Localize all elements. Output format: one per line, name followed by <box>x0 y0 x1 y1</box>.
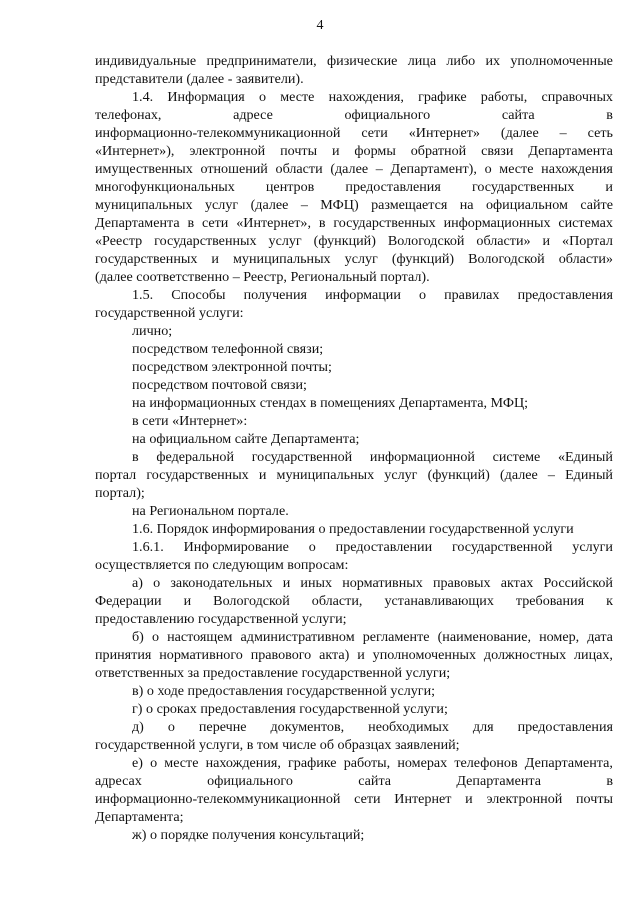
word: электронной <box>486 791 563 807</box>
text-line: портал); <box>95 485 145 501</box>
word: Единый <box>565 467 613 483</box>
word: Федерации <box>95 593 162 609</box>
word: телефонах, <box>95 107 162 123</box>
word: для <box>472 719 494 735</box>
word: официального <box>207 773 293 789</box>
word: о <box>151 629 160 645</box>
text-line: ответственных за предоставление государственной услуги; <box>95 665 451 681</box>
text-line <box>95 592 613 610</box>
text-line <box>95 52 613 70</box>
text-line: на Региональном портале. <box>132 503 289 519</box>
word: индивидуальные <box>95 53 197 69</box>
word: о <box>484 161 492 177</box>
word: настоящем <box>167 629 233 645</box>
word: сайте <box>580 197 613 213</box>
word: (наименование, <box>437 629 531 645</box>
word: услуги <box>572 539 613 555</box>
word: нормативных <box>342 575 423 591</box>
word: 1.6.1. <box>132 539 164 555</box>
page-number: 4 <box>316 18 324 33</box>
word: на <box>459 197 474 213</box>
text-line: г) о сроках предоставления государственной услуги; <box>132 701 448 717</box>
word: «Интернет» <box>408 125 480 141</box>
word: почты <box>576 791 613 807</box>
word: «Реестр <box>95 233 143 249</box>
word: сети <box>354 791 381 807</box>
word: Департамента <box>95 215 180 231</box>
word: информационно-телекоммуникационной <box>95 125 341 141</box>
word: услуг <box>268 233 302 249</box>
text-line <box>95 466 613 484</box>
word: услуг <box>344 251 378 267</box>
word: месте <box>499 161 534 177</box>
word: и <box>211 251 219 267</box>
word: графике <box>288 755 337 771</box>
word: информационных <box>443 215 551 231</box>
word: о <box>418 287 427 303</box>
word: либо <box>446 53 476 69</box>
word: правилах <box>444 287 500 303</box>
word: – <box>300 197 308 213</box>
word: нормативного <box>159 647 243 663</box>
word: правового <box>250 647 312 663</box>
word: (далее <box>499 467 538 483</box>
word: многофункциональных <box>95 179 235 195</box>
word: требования <box>515 593 585 609</box>
word: телефонов <box>454 755 518 771</box>
text-line: в) о ходе предоставления государственной услуги; <box>132 683 436 699</box>
word: сеть <box>587 125 613 141</box>
text-line: Департамента; <box>95 809 184 825</box>
text-line <box>95 88 613 106</box>
word: д) <box>132 719 144 735</box>
word: государственных <box>471 179 575 195</box>
word: административном <box>240 629 355 645</box>
word: их <box>485 53 501 69</box>
word: портал <box>95 467 137 483</box>
word: адресах <box>95 773 142 789</box>
word: муниципальных <box>95 197 193 213</box>
word: Информирование <box>183 539 289 555</box>
word: информации <box>325 287 401 303</box>
word: уполномоченных <box>372 647 477 663</box>
word: «Единый <box>558 449 613 465</box>
word: месте <box>280 89 315 105</box>
word: официального <box>344 107 431 123</box>
word: государственных <box>95 251 198 267</box>
word: предоставления <box>345 179 441 195</box>
word: Департамент), <box>390 161 477 177</box>
text-line: посредством телефонной связи; <box>132 341 324 357</box>
word: области» <box>476 233 531 249</box>
text-line <box>95 718 613 736</box>
word: необходимых <box>368 719 449 735</box>
word: области <box>275 161 323 177</box>
text-line <box>95 790 613 808</box>
word: (далее <box>500 125 539 141</box>
word: Департамента, <box>524 755 613 771</box>
word: работы, <box>343 755 391 771</box>
word: лица <box>407 53 437 69</box>
text-line <box>95 772 613 790</box>
word: федеральной <box>156 449 235 465</box>
word: нахождения <box>541 161 613 177</box>
word: «Интернет»), <box>95 143 175 159</box>
text-line <box>95 124 613 142</box>
word: регламенте <box>362 629 430 645</box>
word: в <box>606 107 613 123</box>
word: Информация <box>167 89 245 105</box>
text-line <box>95 574 613 592</box>
text-line: государственной услуги: <box>95 305 244 321</box>
word: «Интернет», <box>236 215 311 231</box>
text-line <box>95 178 613 196</box>
word: о <box>308 539 316 555</box>
text-line <box>95 754 613 772</box>
word: Департамента <box>528 143 613 159</box>
text-line <box>95 286 613 304</box>
word: о <box>258 89 266 105</box>
word: должностных <box>483 647 567 663</box>
word: нахождения, <box>205 755 281 771</box>
word: и <box>465 791 473 807</box>
word: официальном <box>486 197 568 213</box>
text-line: ж) о порядке получения консультаций; <box>132 827 365 843</box>
word: номерах <box>397 755 448 771</box>
word: системах <box>558 215 613 231</box>
word: актах <box>500 575 534 591</box>
text-line: в сети «Интернет»: <box>132 413 248 429</box>
word: обратной <box>410 143 467 159</box>
word: Российской <box>543 575 613 591</box>
word: информационно-телекоммуникационной <box>95 791 341 807</box>
word: (далее <box>330 161 369 177</box>
word: и <box>357 647 365 663</box>
word: сайта <box>501 107 535 123</box>
text-line <box>95 448 613 466</box>
word: предоставлении <box>335 539 433 555</box>
word: е) <box>132 755 143 771</box>
word: центров <box>265 179 315 195</box>
word: в <box>606 773 613 789</box>
word: устанавливающих <box>384 593 494 609</box>
word: физические <box>327 53 398 69</box>
word: размещается <box>371 197 448 213</box>
word: области, <box>311 593 363 609</box>
text-line <box>95 214 613 232</box>
word: предоставления <box>517 287 613 303</box>
word: правовых <box>432 575 491 591</box>
word: МФЦ) <box>320 197 359 213</box>
text-line: 1.6. Порядок информирования о предоставлении государственной услуги <box>132 521 574 537</box>
word: сети <box>361 125 388 141</box>
word: документов, <box>270 719 345 735</box>
word: и <box>542 233 551 249</box>
text-line: на официальном сайте Департамента; <box>132 431 360 447</box>
word: услуг <box>384 467 418 483</box>
word: Способы <box>171 287 226 303</box>
word: Вологодской <box>468 251 545 267</box>
word: иных <box>300 575 333 591</box>
text-line: на информационных стендах в помещениях Департамента, МФЦ; <box>132 395 529 411</box>
word: справочных <box>541 89 613 105</box>
text-line: посредством электронной почты; <box>132 359 332 375</box>
word: государственной <box>251 449 353 465</box>
word: почты <box>280 143 318 159</box>
word: б) <box>132 629 144 645</box>
word: Вологодской <box>213 593 290 609</box>
word: адресе <box>233 107 273 123</box>
word: работы, <box>480 89 528 105</box>
word: и <box>282 575 291 591</box>
word: государственной <box>451 539 553 555</box>
word: номер, <box>539 629 580 645</box>
word: в <box>318 215 326 231</box>
word: о <box>167 719 175 735</box>
document-body <box>95 52 613 844</box>
text-line: государственной услуги, в том числе об образцах заявлений; <box>95 737 460 753</box>
word: и <box>183 593 192 609</box>
word: перечне <box>198 719 247 735</box>
word: (далее <box>250 197 289 213</box>
word: сети <box>201 215 229 231</box>
text-line: лично; <box>132 323 173 339</box>
text-line: предоставлению государственной услуги; <box>95 611 347 627</box>
word: 1.4. <box>132 89 154 105</box>
word: информационной <box>369 449 475 465</box>
word: связи <box>481 143 514 159</box>
word: законодательных <box>170 575 273 591</box>
word: государственных <box>333 215 436 231</box>
word: дата <box>587 629 613 645</box>
word: акта) <box>319 647 350 663</box>
word: предприниматели, <box>206 53 317 69</box>
word: месте <box>164 755 199 771</box>
word: уполномоченные <box>510 53 613 69</box>
word: государственных <box>146 467 249 483</box>
word: нахождения, <box>328 89 404 105</box>
word: лицах, <box>574 647 613 663</box>
word: – <box>547 467 555 483</box>
text-line <box>95 538 613 556</box>
word: получения <box>243 287 307 303</box>
word: и <box>258 467 267 483</box>
word: в <box>187 215 195 231</box>
word: 1.5. <box>132 287 154 303</box>
word: области» <box>558 251 613 267</box>
text-line <box>95 142 613 160</box>
word: государственных <box>154 233 257 249</box>
word: услуг <box>205 197 239 213</box>
word: Департамента <box>456 773 541 789</box>
text-line <box>95 628 613 646</box>
word: и <box>605 179 613 195</box>
text-line <box>95 160 613 178</box>
word: и <box>331 143 340 159</box>
word: к <box>606 593 613 609</box>
word: предоставления <box>517 719 613 735</box>
word: – <box>559 125 567 141</box>
word: графике <box>418 89 467 105</box>
word: в <box>132 449 139 465</box>
word: о <box>150 755 158 771</box>
word: (функций) <box>313 233 376 249</box>
text-line: представители (далее - заявители). <box>95 71 304 87</box>
word: принятия <box>95 647 152 663</box>
word: (функций) <box>391 251 455 267</box>
text-line <box>95 646 613 664</box>
word: электронной <box>189 143 266 159</box>
text-line <box>95 232 613 250</box>
word: а) <box>132 575 143 591</box>
word: (функций) <box>427 467 490 483</box>
word: – <box>375 161 383 177</box>
word: «Портал <box>562 233 613 249</box>
word: формы <box>354 143 396 159</box>
word: сайта <box>358 773 392 789</box>
text-line <box>95 106 613 124</box>
word: о <box>153 575 161 591</box>
word: системе <box>492 449 541 465</box>
word: Интернет <box>394 791 452 807</box>
word: муниципальных <box>276 467 375 483</box>
word: муниципальных <box>233 251 331 267</box>
text-line <box>95 196 613 214</box>
word: имущественных <box>95 161 193 177</box>
text-line: (далее соответственно – Реестр, Региональный портал). <box>95 269 430 285</box>
text-line <box>95 250 613 268</box>
word: Вологодской <box>387 233 465 249</box>
text-line: осуществляется по следующим вопросам: <box>95 557 349 573</box>
text-line: посредством почтовой связи; <box>132 377 307 393</box>
word: отношений <box>200 161 268 177</box>
